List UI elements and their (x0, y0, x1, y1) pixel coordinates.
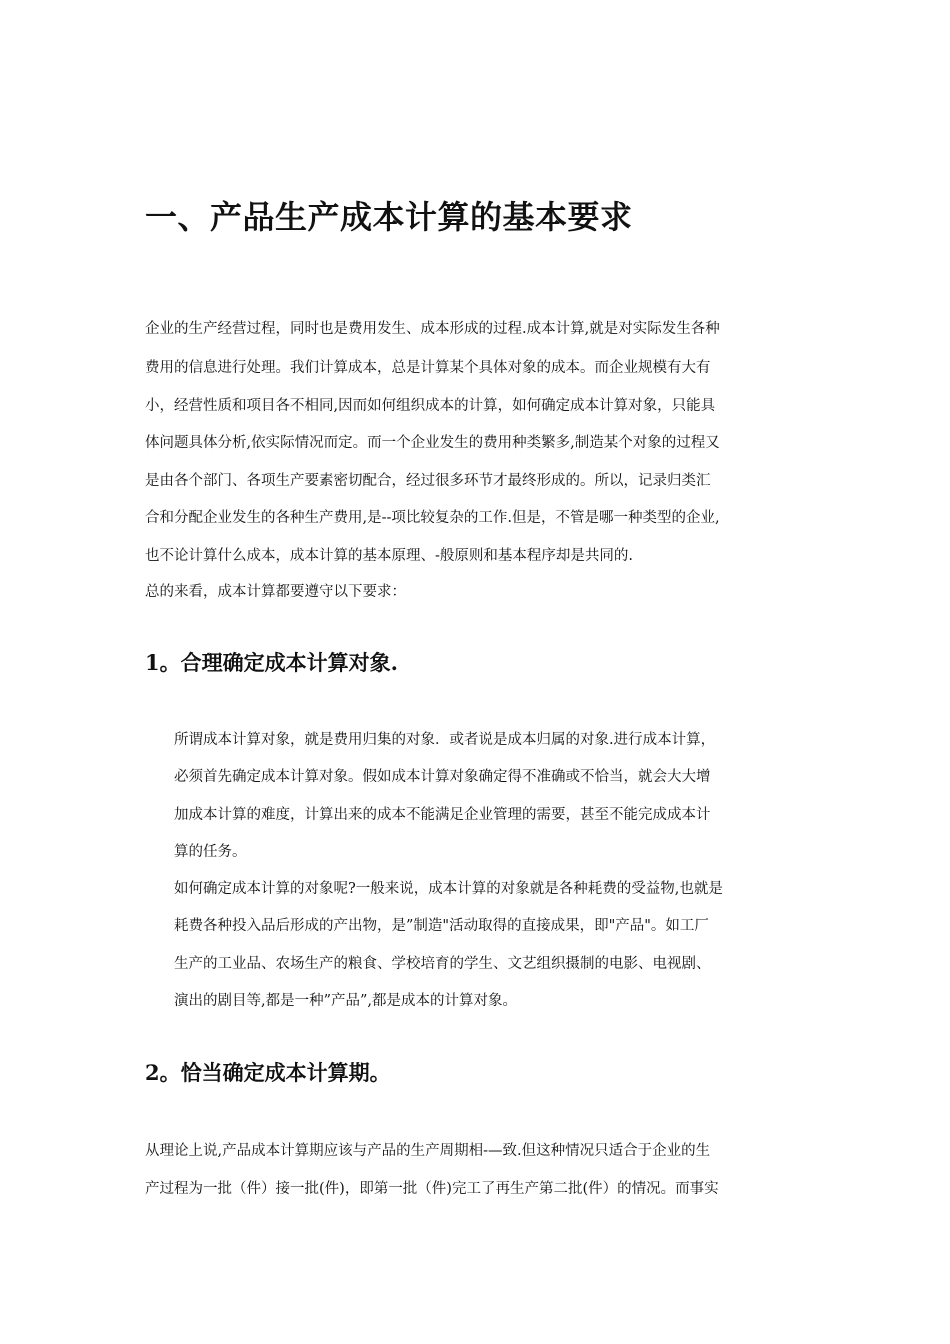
intro-line-3: 小，经营性质和项目各不相同,因而如何组织成本的计算，如何确定成本计算对象，只能具 (145, 398, 716, 414)
intro-line-8: 总的来看，成本计算都要遵守以下要求： (145, 584, 406, 600)
section-2-heading: 2。恰当确定成本计算期。 (145, 1060, 391, 1085)
section-1-line-6: 耗费各种投入品后形成的产出物，是”制造"活动取得的直接成果，即"产品"。如工厂 (174, 918, 709, 934)
intro-line-6: 合和分配企业发生的各种生产费用,是--项比较复杂的工作.但是，不管是哪一种类型的企业, (145, 510, 720, 526)
intro-line-7: 也不论计算什么成本，成本计算的基本原理、-般原则和基本程序却是共同的. (145, 548, 634, 564)
intro-line-2: 费用的信息进行处理。我们计算成本，总是计算某个具体对象的成本。而企业规模有大有 (145, 360, 711, 376)
section-1-line-5: 如何确定成本计算的对象呢?一般来说，成本计算的对象就是各种耗费的受益物,也就是 (174, 881, 723, 897)
section-1-line-1: 所谓成本计算对象，就是费用归集的对象．或者说是成本归属的对象.进行成本计算， (174, 732, 716, 748)
section-1-line-3: 加成本计算的难度，计算出来的成本不能满足企业管理的需要，甚至不能完成成本计 (174, 807, 711, 823)
section-1-heading: 1。合理确定成本计算对象. (145, 650, 398, 675)
section-2-line-2: 产过程为一批（件）接一批(件)，即第一批（件)完工了再生产第二批(件）的情况。而事实 (145, 1181, 719, 1197)
intro-line-5: 是由各个部门、各项生产要素密切配合，经过很多环节才最终形成的。所以，记录归类汇 (145, 473, 711, 489)
section-1-line-7: 生产的工业品、农场生产的粮食、学校培育的学生、文艺组织摄制的电影、电视剧、 (174, 956, 711, 972)
intro-line-4: 体问题具体分析,依实际情况而定。而一个企业发生的费用种类繁多,制造某个对象的过程又 (145, 435, 720, 451)
intro-line-1: 企业的生产经营过程，同时也是费用发生、成本形成的过程.成本计算,就是对实际发生各种 (145, 321, 720, 337)
section-2-line-1: 从理论上说,产品成本计算期应该与产品的生产周期相-—致.但这种情况只适合于企业的生 (145, 1143, 711, 1159)
page-title: 一、产品生产成本计算的基本要求 (145, 198, 633, 236)
section-1-line-8: 演出的剧目等,都是一种”产品”,都是成本的计算对象。 (174, 993, 518, 1009)
section-1-line-2: 必须首先确定成本计算对象。假如成本计算对象确定得不准确或不恰当，就会大大增 (174, 769, 711, 785)
section-1-line-4: 算的任务。 (174, 844, 247, 860)
